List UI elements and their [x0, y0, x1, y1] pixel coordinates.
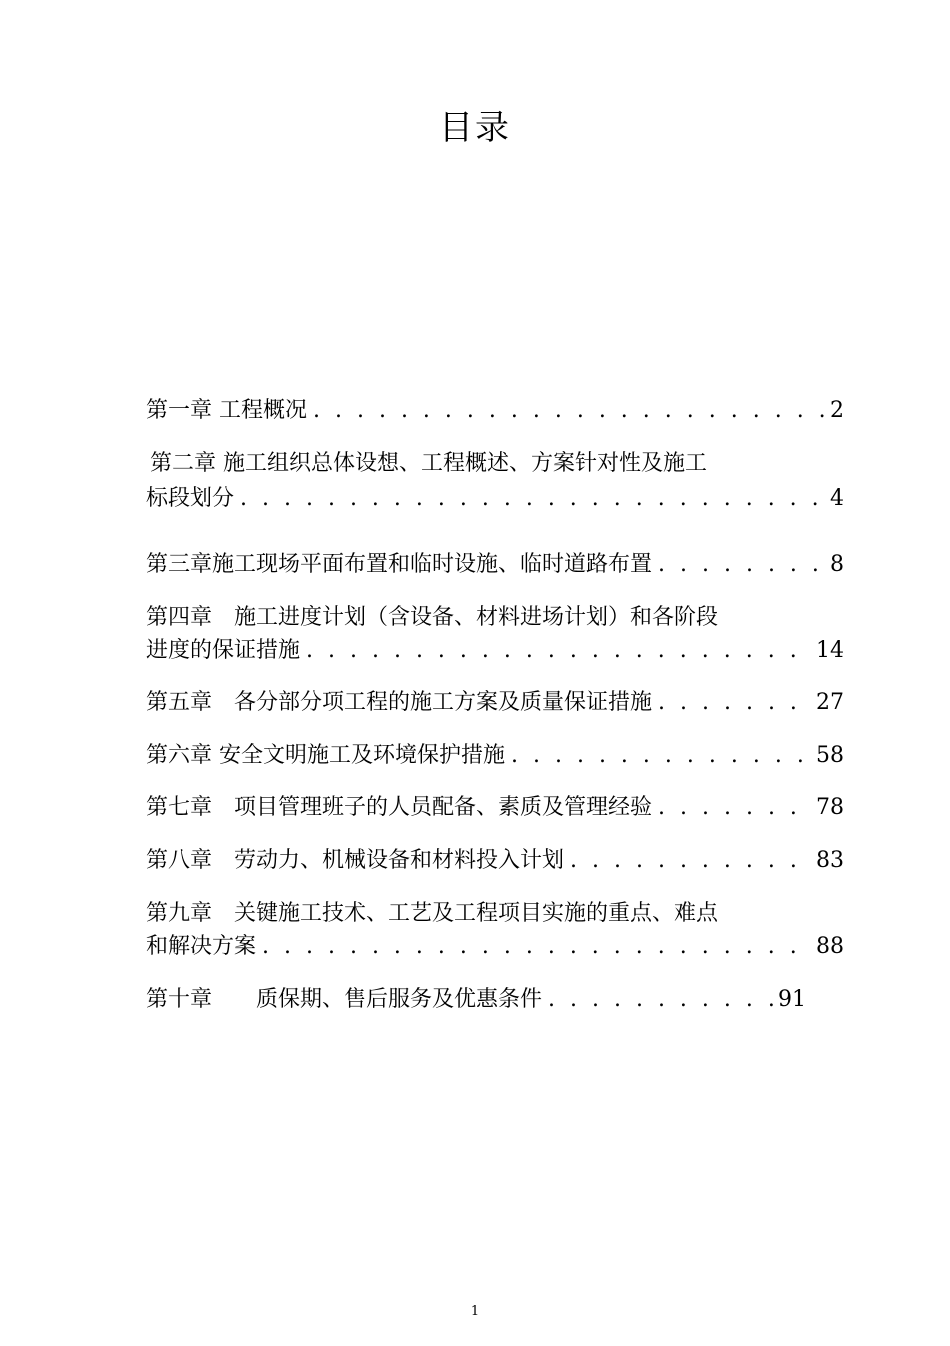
toc-page-number: 88 — [816, 934, 844, 959]
toc-page-number: 91 — [778, 987, 806, 1012]
toc-entry-label: 第三章施工现场平面布置和临时设施、临时道路布置 — [146, 552, 653, 577]
toc-entry-ch4[interactable] — [146, 636, 844, 666]
toc-entry-ch1[interactable] — [146, 396, 844, 426]
toc-page-number: 8 — [830, 552, 844, 577]
toc-page-number: 27 — [816, 690, 844, 715]
toc-entry-label: 第十章 质保期、售后服务及优惠条件 — [146, 987, 543, 1012]
dot-leader — [240, 484, 824, 514]
dot-leader — [570, 846, 810, 876]
dot-leader — [511, 741, 810, 771]
toc-entry-ch6[interactable] — [146, 741, 844, 771]
toc-page-number: 83 — [816, 848, 844, 873]
toc-page-number: 78 — [816, 795, 844, 820]
toc-page-number: 4 — [830, 486, 844, 511]
toc-entry-label: 第六章 安全文明施工及环境保护措施 — [146, 743, 505, 768]
toc-entry-ch7[interactable] — [146, 793, 844, 823]
dot-leader — [658, 550, 824, 580]
dot-leader — [658, 688, 810, 718]
toc-entry-label: 标段划分 — [146, 486, 235, 511]
toc-title: 目录 — [439, 108, 511, 148]
toc-page-number: 2 — [830, 398, 844, 423]
dot-leader — [658, 793, 810, 823]
toc-entry-label: 第八章 劳动力、机械设备和材料投入计划 — [146, 848, 565, 873]
toc-entry-ch2-line1[interactable]: 第二章 施工组织总体设想、工程概述、方案针对性及施工 — [150, 451, 707, 476]
toc-entry-label: 和解决方案 — [146, 934, 257, 959]
footer-page-number: 1 — [470, 1304, 480, 1319]
dot-leader — [313, 396, 824, 426]
toc-entry-ch8[interactable] — [146, 846, 844, 876]
toc-entry-ch2[interactable] — [146, 484, 844, 514]
toc-entry-ch3[interactable] — [146, 550, 844, 580]
toc-entry-label: 第五章 各分部分项工程的施工方案及质量保证措施 — [146, 690, 653, 715]
dot-leader — [306, 636, 810, 666]
toc-entry-label: 第七章 项目管理班子的人员配备、素质及管理经验 — [146, 795, 653, 820]
toc-entry-ch9[interactable] — [146, 932, 844, 962]
toc-entry-label: 进度的保证措施 — [146, 638, 301, 663]
toc-entry-ch9-line1[interactable]: 第九章 关键施工技术、工艺及工程项目实施的重点、难点 — [146, 901, 719, 926]
toc-entry-ch4-line1[interactable]: 第四章 施工进度计划（含设备、材料进场计划）和各阶段 — [146, 605, 719, 630]
dot-leader — [548, 985, 776, 1015]
toc-page-number: 58 — [816, 743, 844, 768]
toc-entry-ch5[interactable] — [146, 688, 844, 718]
dot-leader — [262, 932, 810, 962]
toc-entry-label: 第一章 工程概况 — [146, 398, 307, 423]
toc-entry-ch10[interactable] — [146, 985, 806, 1015]
toc-page-number: 14 — [816, 638, 844, 663]
